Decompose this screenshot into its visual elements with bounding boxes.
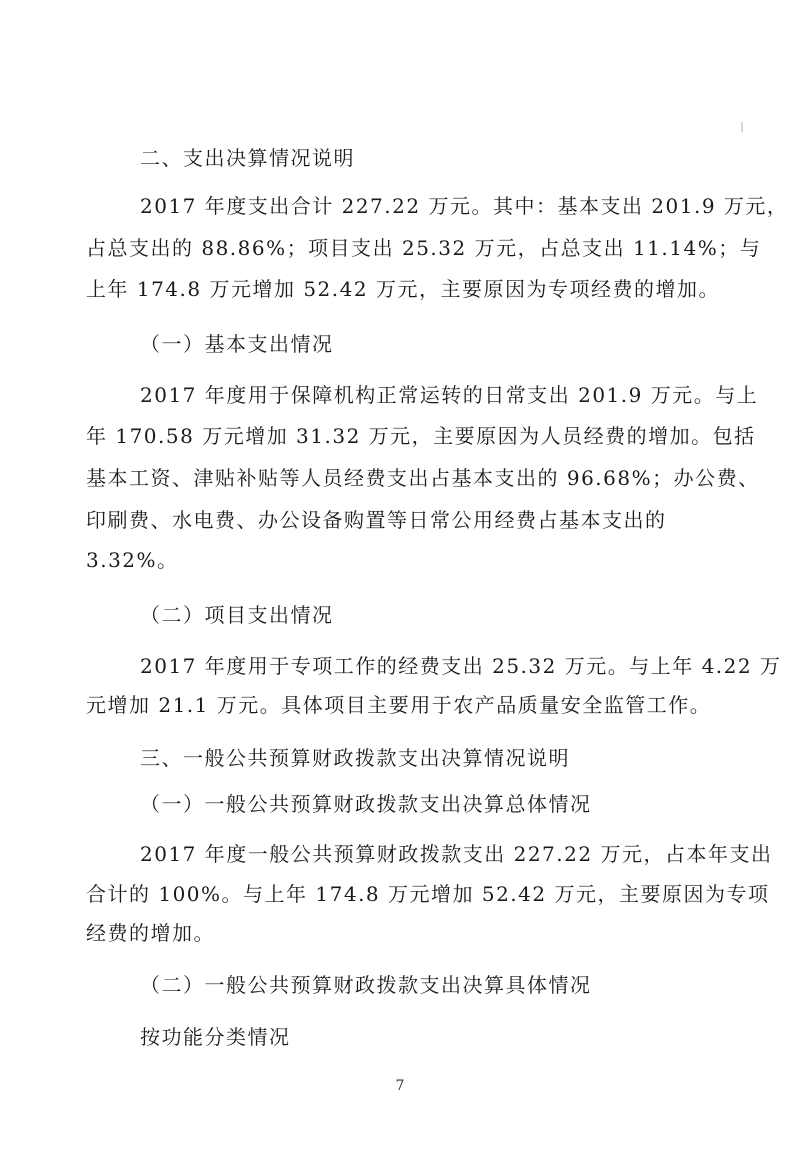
general-overall-text-line: 合计的 100%。与上年 174.8 万元增加 52.42 万元，主要原因为专项 [86,882,770,906]
basic-expenditure-text-line: 基本工资、津贴补贴等人员经费支出占基本支出的 96.68%；办公费、 [86,466,760,490]
subsection-basic-expenditure-heading: （一）基本支出情况 [140,332,334,356]
section-2-text-line: 2017 年度支出合计 227.22 万元。其中：基本支出 201.9 万元， [140,194,789,218]
general-detail-text-line: 按功能分类情况 [140,1025,291,1049]
basic-expenditure-text-line: 印刷费、水电费、办公设备购置等日常公用经费占基本支出的 [86,508,667,532]
page-number: 7 [395,1078,405,1094]
section-2-heading: 二、支出决算情况说明 [140,146,355,170]
subsection-project-expenditure-heading: （二）项目支出情况 [140,603,334,627]
project-expenditure-text-line: 2017 年度用于专项工作的经费支出 25.32 万元。与上年 4.22 万 [140,654,782,678]
basic-expenditure-text-line: 3.32%。 [86,548,179,572]
subsection-general-detail-heading: （二）一般公共预算财政拨款支出决算具体情况 [140,973,592,997]
basic-expenditure-text-line: 年 170.58 万元增加 31.32 万元，主要原因为人员经费的增加。包括 [86,424,756,448]
project-expenditure-text-line: 元增加 21.1 万元。具体项目主要用于农产品质量安全监管工作。 [86,693,712,717]
subsection-general-overall-heading: （一）一般公共预算财政拨款支出决算总体情况 [140,792,592,816]
section-2-text-line: 占总支出的 88.86%；项目支出 25.32 万元，占总支出 11.14%；与 [86,236,762,260]
basic-expenditure-text-line: 2017 年度用于保障机构正常运转的日常支出 201.9 万元。与上 [140,383,759,407]
general-overall-text-line: 经费的增加。 [86,921,215,945]
section-2-text-line: 上年 174.8 万元增加 52.42 万元，主要原因为专项经费的增加。 [86,277,720,301]
scan-mark [741,122,743,132]
general-overall-text-line: 2017 年度一般公共预算财政拨款支出 227.22 万元，占本年支出 [140,842,773,866]
section-3-heading: 三、一般公共预算财政拨款支出决算情况说明 [140,746,570,770]
